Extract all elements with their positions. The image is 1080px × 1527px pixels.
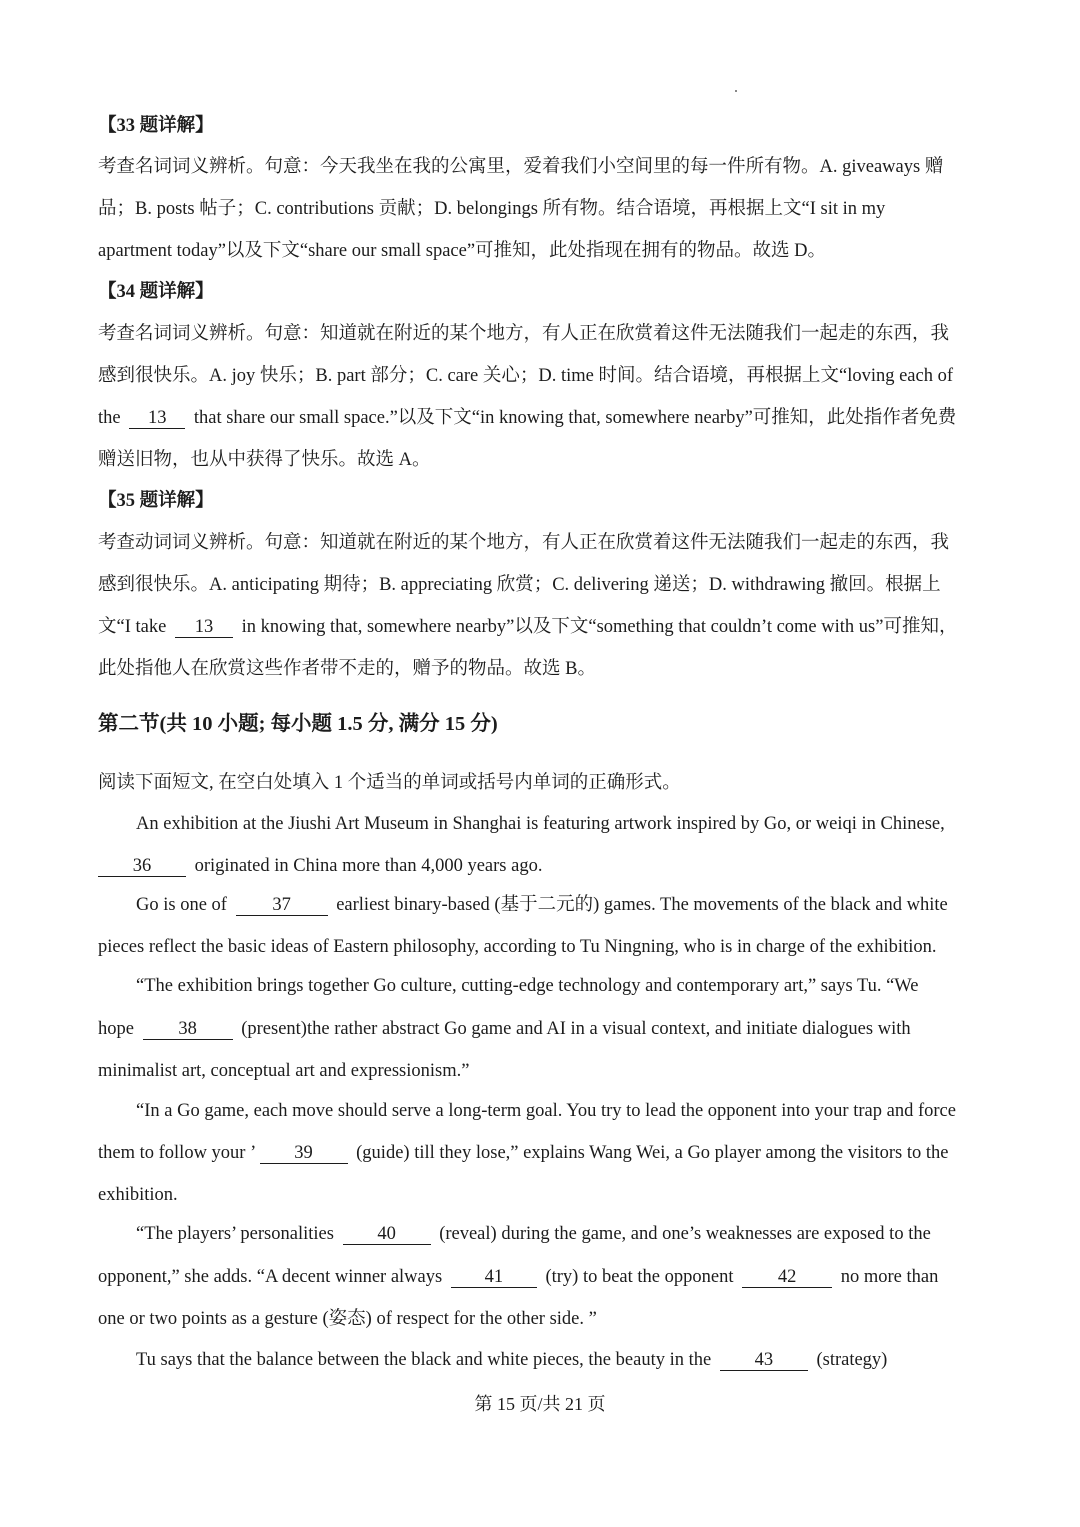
q33-line-3: apartment today”以及下文“share our small space”可推知，此处指现在拥有的物品。故选 D。 [98,241,827,261]
q34-line-4: 赠送旧物，也从中获得了快乐。故选 A。 [98,450,431,470]
blank-37: 37 [236,895,328,916]
passage-line-12-post: no more than [840,1267,939,1287]
passage-line-4: pieces reflect the basic ideas of Eastern philosophy, according to Tu Ningning, who is in charge of the exhibition. [98,937,937,957]
blank-36: 36 [98,856,186,877]
passage-line-5: “The exhibition brings together Go culture, cutting-edge technology and contemporary art,” says Tu. “We [136,976,919,996]
q35-line-4: 此处指他人在欣赏这些作者带不走的，赠予的物品。故选 B。 [98,659,596,679]
passage-line-2-post: originated in China more than 4,000 years ago. [194,856,543,876]
section-2-title: 第二节(共 10 小题; 每小题 1.5 分, 满分 15 分) [98,713,498,735]
passage-line-2 [98,854,988,878]
passage-line-3 [136,893,1026,917]
q35-line-2: 感到很快乐。A. anticipating 期待；B. appreciating 欣赏；C. delivering 递送；D. withdrawing 撤回。根据上 [98,575,941,595]
q34-line-3-pre: the [98,408,121,428]
q34-header: 【34 题详解】 [98,282,214,302]
passage-line-6-pre: hope [98,1019,134,1039]
q35-line-3 [98,615,988,639]
blank-41: 41 [451,1267,537,1288]
passage-line-11 [136,1222,1026,1246]
q33-header: 【33 题详解】 [98,116,214,136]
passage-line-9 [98,1141,988,1165]
page-number: 第 15 页/共 21 页 [474,1394,606,1414]
passage-line-12 [98,1265,988,1289]
passage-line-11-post: (reveal) during the game, and one’s weaknesses are exposed to the [439,1224,931,1244]
q35-line-3-pre: 文“I take [98,617,167,637]
passage-line-6 [98,1017,988,1041]
passage-line-8: “In a Go game, each move should serve a long-term goal. You try to lead the opponent into your trap and force [136,1101,956,1121]
passage-line-14 [136,1348,1026,1372]
passage-line-3-post: earliest binary-based (基于二元的) games. The movements of the black and white [336,895,948,915]
blank-38: 38 [143,1019,233,1040]
blank-43: 43 [720,1350,808,1371]
q34-line-3 [98,406,988,430]
q34-line-3-post: that share our small space.”以及下文“in knowing that, somewhere nearby”可推知，此处指作者免费 [193,408,957,428]
passage-line-11-pre: “The players’ personalities [136,1224,334,1244]
q34-line-2: 感到很快乐。A. joy 快乐；B. part 部分；C. care 关心；D. time 时间。结合语境，再根据上文“loving each of [98,366,954,386]
blank-40: 40 [343,1224,431,1245]
passage-line-9-pre: them to follow your ’ [98,1143,255,1163]
q35-line-3-post: in knowing that, somewhere nearby”以及下文“something that couldn’t come with us”可推知， [241,617,958,637]
q35-line-1: 考查动词词义辨析。句意：知道就在附近的某个地方，有人正在欣赏着这件无法随我们一起走的东西，我 [98,533,950,553]
q34-answer-blank: 13 [129,408,185,429]
q35-header: 【35 题详解】 [98,491,214,511]
passage-line-14-post: (strategy) [816,1350,888,1370]
passage-line-13: one or two points as a gesture (姿态) of respect for the other side. ” [98,1309,597,1329]
q35-answer-blank: 13 [175,617,233,638]
passage-line-9-post: (guide) till they lose,” explains Wang Wei, a Go player among the visitors to the [356,1143,949,1163]
q33-line-1: 考查名词词义辨析。句意：今天我坐在我的公寓里，爱着我们小空间里的每一件所有物。A. giveaways 赠 [98,157,944,177]
section-2-instruction: 阅读下面短文, 在空白处填入 1 个适当的单词或括号内单词的正确形式。 [98,773,681,793]
blank-39: 39 [260,1143,348,1164]
scan-speck [735,90,737,92]
q34-line-1: 考查名词词义辨析。句意：知道就在附近的某个地方，有人正在欣赏着这件无法随我们一起走的东西，我 [98,324,950,344]
passage-line-1: An exhibition at the Jiushi Art Museum in Shanghai is featuring artwork inspired by Go, or weiqi in Chinese, [136,814,945,834]
passage-line-12-mid: (try) to beat the opponent [545,1267,734,1287]
passage-line-14-pre: Tu says that the balance between the black and white pieces, the beauty in the [136,1350,712,1370]
passage-line-10: exhibition. [98,1185,178,1205]
passage-line-12-pre: opponent,” she adds. “A decent winner always [98,1267,443,1287]
passage-line-7: minimalist art, conceptual art and expressionism.” [98,1061,470,1081]
blank-42: 42 [742,1267,832,1288]
q33-line-2: 品；B. posts 帖子；C. contributions 贡献；D. belongings 所有物。结合语境，再根据上文“I sit in my [98,199,886,219]
passage-line-6-post: (present)the rather abstract Go game and AI in a visual context, and initiate dialogues with [241,1019,911,1039]
passage-line-3-pre: Go is one of [136,895,227,915]
